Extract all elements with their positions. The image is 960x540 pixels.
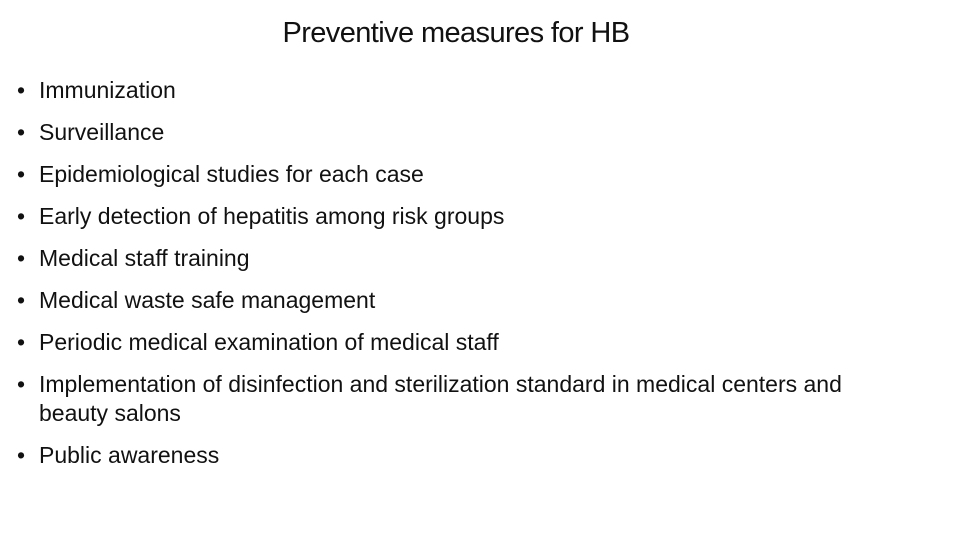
list-item (15, 118, 915, 147)
bullet-icon: • (17, 119, 26, 145)
list-item (15, 370, 915, 428)
bullet-icon: • (17, 371, 26, 397)
list-item-text: Periodic medical examination of medical staff (39, 329, 499, 355)
bullet-icon: • (17, 442, 26, 468)
list-item (15, 160, 915, 189)
list-item-text: Public awareness (39, 442, 220, 468)
slide-title: Preventive measures for HB (282, 17, 630, 49)
list-item-text: Early detection of hepatitis among risk groups (39, 203, 505, 229)
list-item (15, 441, 915, 470)
bullet-icon: • (17, 203, 26, 229)
bullet-icon: • (17, 77, 26, 103)
list-item (15, 328, 915, 357)
bullet-icon: • (17, 287, 26, 313)
list-item-text: Immunization (39, 77, 176, 103)
list-item (15, 286, 915, 315)
list-item (15, 202, 915, 231)
list-item-text: Medical staff training (39, 245, 250, 271)
list-item-text: Surveillance (39, 119, 165, 145)
list-item (15, 244, 915, 273)
list-item-text: Epidemiological studies for each case (39, 161, 424, 187)
bullet-icon: • (17, 161, 26, 187)
bullet-icon: • (17, 245, 26, 271)
list-item (15, 76, 915, 105)
list-item-text: Implementation of disinfection and sterilization standard in medical centers and beauty salons (39, 371, 842, 426)
list-item-text: Medical waste safe management (39, 287, 376, 313)
bullet-icon: • (17, 329, 26, 355)
bullet-list (15, 76, 915, 470)
